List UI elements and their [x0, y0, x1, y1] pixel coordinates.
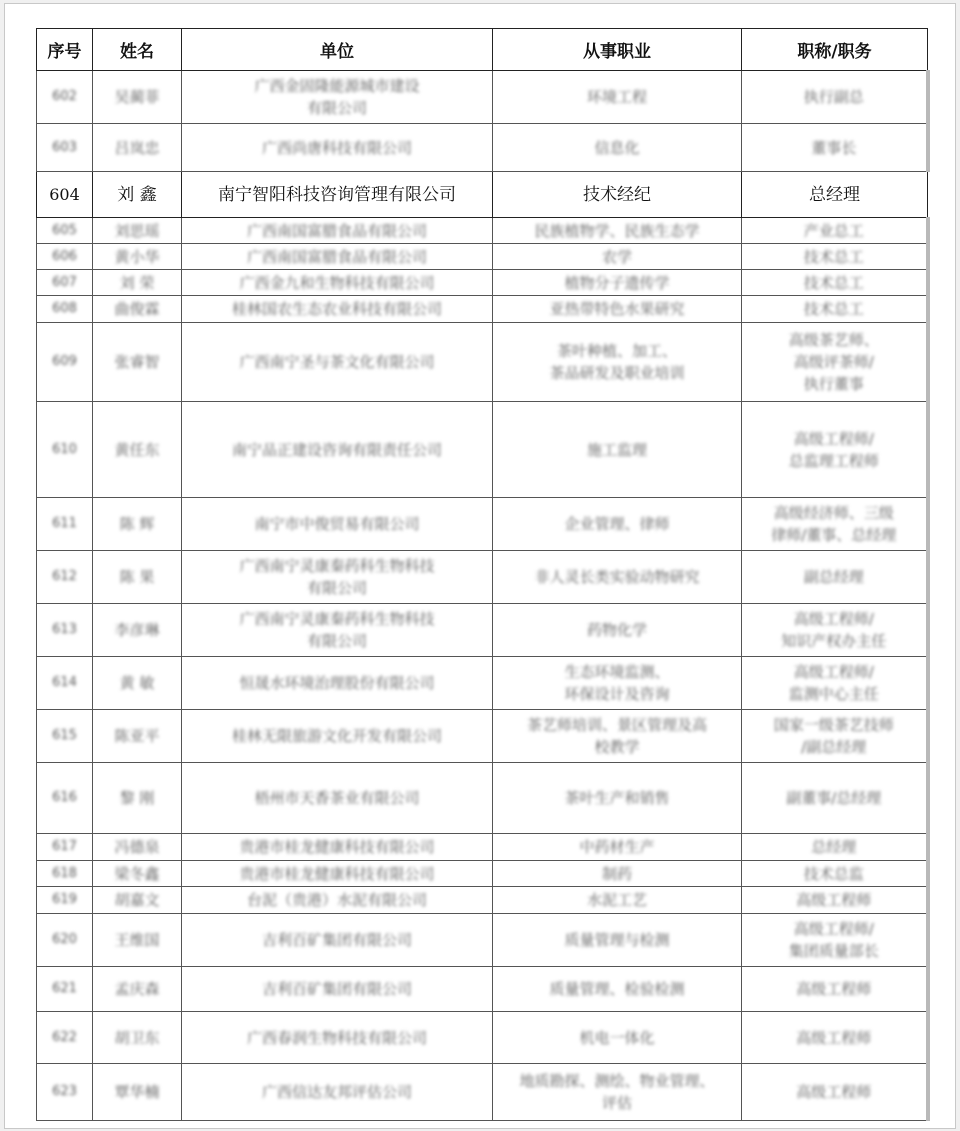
- cell-unit: 南宁智阳科技咨询管理有限公司: [182, 172, 493, 218]
- cell-occupation: 植物分子遗传学: [493, 270, 742, 296]
- table-row: [37, 402, 928, 498]
- header-occupation: 从事职业: [493, 29, 742, 71]
- cell-unit: 广西信达友邦评估公司: [182, 1064, 493, 1121]
- table-row: [37, 551, 928, 604]
- cell-number: 621: [37, 967, 93, 1012]
- cell-name: 曲俊霖: [93, 296, 182, 323]
- cell-unit: 贵港市桂龙健康科技有限公司: [182, 834, 493, 861]
- cell-occupation: 机电一体化: [493, 1012, 742, 1064]
- cell-title: 高级工程师: [742, 887, 928, 914]
- table-row: [37, 323, 928, 402]
- cell-occupation: 非人灵长类实验动物研究: [493, 551, 742, 604]
- cell-unit: 广西金九和生物科技有限公司: [182, 270, 493, 296]
- cell-occupation: 水泥工艺: [493, 887, 742, 914]
- cell-title: 副总经理: [742, 551, 928, 604]
- header-number: 序号: [37, 29, 93, 71]
- table-row: [37, 710, 928, 763]
- cell-occupation: 质量管理与检测: [493, 914, 742, 967]
- cell-occupation: 质量管理、检验检测: [493, 967, 742, 1012]
- cell-name: 刘思瑶: [93, 218, 182, 244]
- cell-title: 高级工程师/ 知识产权办主任: [742, 604, 928, 657]
- cell-name: 黎 刚: [93, 763, 182, 834]
- cell-occupation: 茶叶种植、加工、 茶品研发及职业培训: [493, 323, 742, 402]
- cell-title: 高级工程师/ 集团质量部长: [742, 914, 928, 967]
- cell-number: 613: [37, 604, 93, 657]
- table-row: [37, 604, 928, 657]
- cell-name: 黄小华: [93, 244, 182, 270]
- cell-unit: 广西春润生物科技有限公司: [182, 1012, 493, 1064]
- table-row: [37, 834, 928, 861]
- table-row: [37, 218, 928, 244]
- cell-number: 606: [37, 244, 93, 270]
- cell-number: 602: [37, 71, 93, 124]
- cell-unit: 桂林无限旅游文化开发有限公司: [182, 710, 493, 763]
- cell-occupation: 技术经纪: [493, 172, 742, 218]
- table-row: [37, 296, 928, 323]
- cell-title: 董事长: [742, 124, 928, 172]
- cell-name: 黄任东: [93, 402, 182, 498]
- cell-unit: 广西南宁灵康秦药科生物科技 有限公司: [182, 604, 493, 657]
- cell-unit: 广西南宁灵康秦药科生物科技 有限公司: [182, 551, 493, 604]
- cell-number: 608: [37, 296, 93, 323]
- cell-name: 李彦琳: [93, 604, 182, 657]
- cell-occupation: 环境工程: [493, 71, 742, 124]
- cell-title: 总经理: [742, 834, 928, 861]
- cell-title: 执行副总: [742, 71, 928, 124]
- table-row: [37, 244, 928, 270]
- cell-number: 616: [37, 763, 93, 834]
- table-row: [37, 270, 928, 296]
- cell-number: 618: [37, 861, 93, 887]
- cell-unit: 广西尚唐科技有限公司: [182, 124, 493, 172]
- cell-name: 陈 辉: [93, 498, 182, 551]
- personnel-table: [36, 28, 930, 1121]
- cell-unit: 台泥（贵港）水泥有限公司: [182, 887, 493, 914]
- cell-name: 王维国: [93, 914, 182, 967]
- cell-number: 603: [37, 124, 93, 172]
- cell-unit: 吉利百矿集团有限公司: [182, 967, 493, 1012]
- document-page: [4, 3, 956, 1129]
- cell-title: 产业总工: [742, 218, 928, 244]
- cell-unit: 桂林国农生态农业科技有限公司: [182, 296, 493, 323]
- cell-title: 高级工程师/ 总监理工程师: [742, 402, 928, 498]
- cell-title: 技术总工: [742, 296, 928, 323]
- header-unit: 单位: [182, 29, 493, 71]
- cell-number: 604: [37, 172, 93, 218]
- cell-occupation: 地质勘探、测绘、物业管理、 评估: [493, 1064, 742, 1121]
- table-row: [37, 498, 928, 551]
- cell-name: 胡卫东: [93, 1012, 182, 1064]
- table-row: [37, 763, 928, 834]
- cell-number: 622: [37, 1012, 93, 1064]
- cell-title: 高级工程师: [742, 1064, 928, 1121]
- cell-number: 615: [37, 710, 93, 763]
- cell-title: 高级工程师: [742, 1012, 928, 1064]
- cell-title: 技术总工: [742, 244, 928, 270]
- cell-occupation: 农学: [493, 244, 742, 270]
- cell-name: 刘 荣: [93, 270, 182, 296]
- table-row: [37, 1012, 928, 1064]
- table-row: [37, 657, 928, 710]
- cell-name: 覃华楠: [93, 1064, 182, 1121]
- cell-unit: 广西金固隆能源城市建设 有限公司: [182, 71, 493, 124]
- cell-unit: 贵港市桂龙健康科技有限公司: [182, 861, 493, 887]
- cell-occupation: 中药材生产: [493, 834, 742, 861]
- table-row: [37, 124, 928, 172]
- cell-occupation: 茶艺师培训、景区管理及高 校教学: [493, 710, 742, 763]
- cell-title: 总经理: [742, 172, 928, 218]
- cell-unit: 广西南国富腊食品有限公司: [182, 244, 493, 270]
- cell-name: 陈亚平: [93, 710, 182, 763]
- cell-number: 609: [37, 323, 93, 402]
- table-row: [37, 861, 928, 887]
- cell-number: 610: [37, 402, 93, 498]
- cell-number: 611: [37, 498, 93, 551]
- cell-title: 高级经济师、三级 律师/董事、总经理: [742, 498, 928, 551]
- cell-number: 614: [37, 657, 93, 710]
- cell-name: 梁冬鑫: [93, 861, 182, 887]
- cell-unit: 吉利百矿集团有限公司: [182, 914, 493, 967]
- cell-occupation: 信息化: [493, 124, 742, 172]
- cell-occupation: 亚热带特色水果研究: [493, 296, 742, 323]
- cell-number: 607: [37, 270, 93, 296]
- cell-unit: 广西南宁圣与茶文化有限公司: [182, 323, 493, 402]
- cell-unit: 广西南国富腊食品有限公司: [182, 218, 493, 244]
- table-row: [37, 887, 928, 914]
- cell-occupation: 民族植物学、民族生态学: [493, 218, 742, 244]
- cell-number: 612: [37, 551, 93, 604]
- cell-number: 619: [37, 887, 93, 914]
- cell-number: 623: [37, 1064, 93, 1121]
- table-row: [37, 172, 928, 218]
- cell-title: 国家一级茶艺技师 /副总经理: [742, 710, 928, 763]
- cell-occupation: 茶叶生产和销售: [493, 763, 742, 834]
- cell-name: 胡嘉文: [93, 887, 182, 914]
- cell-name: 吴蔺菲: [93, 71, 182, 124]
- cell-name: 冯德泉: [93, 834, 182, 861]
- cell-title: 副董事/总经理: [742, 763, 928, 834]
- cell-unit: 南宁市中俊贸易有限公司: [182, 498, 493, 551]
- cell-title: 高级工程师/ 监测中心主任: [742, 657, 928, 710]
- table-header-row: [37, 29, 928, 71]
- table-row: [37, 1064, 928, 1121]
- cell-name: 张睿智: [93, 323, 182, 402]
- cell-name: 刘 鑫: [93, 172, 182, 218]
- cell-occupation: 生态环境监测、 环保设计及咨询: [493, 657, 742, 710]
- cell-name: 吕岚忠: [93, 124, 182, 172]
- table-row: [37, 914, 928, 967]
- cell-number: 620: [37, 914, 93, 967]
- cell-occupation: 制药: [493, 861, 742, 887]
- cell-number: 605: [37, 218, 93, 244]
- cell-title: 技术总工: [742, 270, 928, 296]
- cell-unit: 梧州市天香茶业有限公司: [182, 763, 493, 834]
- header-name: 姓名: [93, 29, 182, 71]
- table-row: [37, 967, 928, 1012]
- cell-occupation: 药物化学: [493, 604, 742, 657]
- table-row: [37, 71, 928, 124]
- cell-title: 技术总监: [742, 861, 928, 887]
- cell-unit: 南宁品正建设咨询有限责任公司: [182, 402, 493, 498]
- cell-title: 高级茶艺师、 高级评茶师/ 执行董事: [742, 323, 928, 402]
- cell-name: 孟庆森: [93, 967, 182, 1012]
- cell-unit: 恒晟水环境治理股份有限公司: [182, 657, 493, 710]
- cell-name: 陈 果: [93, 551, 182, 604]
- cell-name: 黄 敏: [93, 657, 182, 710]
- cell-title: 高级工程师: [742, 967, 928, 1012]
- table-body: [37, 71, 928, 1121]
- cell-occupation: 施工监理: [493, 402, 742, 498]
- cell-number: 617: [37, 834, 93, 861]
- cell-occupation: 企业管理、律师: [493, 498, 742, 551]
- header-title: 职称/职务: [742, 29, 928, 71]
